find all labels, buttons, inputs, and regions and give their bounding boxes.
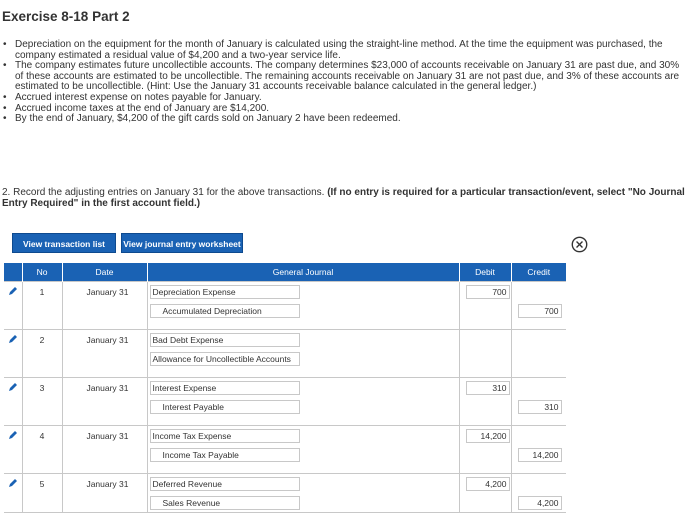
table-row [4,493,566,513]
table-row [4,474,566,494]
table-row [4,445,566,464]
page-title: Exercise 8-18 Part 2 [2,9,130,24]
credit-account-field[interactable]: Interest Payable [150,400,300,414]
debit-amount-field[interactable]: 310 [466,381,510,395]
debit-amount-field[interactable]: 4,200 [466,477,510,491]
credit-amount-field[interactable] [518,358,562,362]
edit-cell[interactable] [4,330,22,350]
credit-amount-field[interactable] [518,291,562,295]
edit-cell[interactable] [4,378,22,398]
bullet-text: Accrued interest expense on notes payable for January. [15,91,262,103]
bullet-text: Depreciation on the equipment for the month of January is calculated using the straight-line method. At the time the equipment was purchased, the company estimated a residual value of $4,200 and a two-year service life. [15,39,663,61]
bullet-text: The company estimates future uncollectible accounts. The company determines $23,000 of accounts receivable on January 31 are past due, and 30% of these accounts are estimated to be uncollectible. The remaining accounts receivable on January 31 are not past due, and 3% of these accounts are estimated to be uncollectible. (Hint: Use the January 31 accounts receivable balance calculated in the general ledger.) [15,60,680,93]
list-item [0,61,690,93]
bullet-icon: • [3,102,7,114]
row-spacer [4,320,566,330]
list-item [0,40,690,61]
debit-amount-field[interactable]: 700 [466,285,510,299]
edit-cell[interactable] [4,282,22,302]
instructions-list [0,40,690,125]
credit-account-field[interactable]: Income Tax Payable [150,448,300,462]
entry-date: January 31 [62,330,147,350]
row-spacer [4,464,566,474]
entry-date: January 31 [62,378,147,398]
credit-amount-field[interactable]: 700 [518,304,562,318]
question-instruction: (If no entry is required for a particular transaction/event, select "No Journal Entry Required" in the first account field.) [2,187,685,209]
question-text: 2. Record the adjusting entries on January 31 for the above transactions. [2,187,325,198]
row-spacer [4,368,566,378]
pencil-icon[interactable] [8,334,18,344]
debit-account-field[interactable]: Bad Debt Expense [150,333,300,347]
pencil-icon[interactable] [8,478,18,488]
bullet-icon: • [3,60,7,72]
entry-number: 4 [22,426,62,446]
credit-account-field[interactable]: Sales Revenue [150,496,300,510]
table-row [4,397,566,416]
credit-amount-field[interactable] [518,339,562,343]
credit-amount-field[interactable] [518,387,562,391]
debit-account-field[interactable]: Income Tax Expense [150,429,300,443]
pencil-icon[interactable] [8,430,18,440]
credit-account-field[interactable]: Allowance for Uncollectible Accounts [150,352,300,366]
edit-cell[interactable] [4,426,22,446]
pencil-icon[interactable] [8,382,18,392]
debit-amount-field[interactable] [466,310,510,314]
debit-header: Debit [459,263,511,282]
table-row [4,282,566,302]
credit-header: Credit [511,263,566,282]
bullet-text: Accrued income taxes at the end of January are $14,200. [15,102,270,114]
debit-amount-field[interactable] [466,454,510,458]
debit-account-field[interactable]: Deferred Revenue [150,477,300,491]
list-item [0,114,690,125]
journal-table [4,263,566,513]
entry-date: January 31 [62,474,147,494]
credit-amount-field[interactable] [518,435,562,439]
debit-amount-field[interactable]: 14,200 [466,429,510,443]
bullet-icon: • [3,91,7,103]
debit-amount-field[interactable] [466,358,510,362]
edit-column-header [4,263,22,282]
general-journal-header: General Journal [147,263,459,282]
debit-account-field[interactable]: Interest Expense [150,381,300,395]
bullet-icon: • [3,113,7,125]
debit-account-field[interactable]: Depreciation Expense [150,285,300,299]
edit-cell[interactable] [4,474,22,494]
bullet-text: By the end of January, $4,200 of the gift cards sold on January 2 have been redeemed. [15,113,401,125]
table-row [4,378,566,398]
table-row [4,426,566,446]
entry-number: 2 [22,330,62,350]
pencil-icon[interactable] [8,286,18,296]
debit-amount-field[interactable] [466,406,510,410]
credit-amount-field[interactable]: 14,200 [518,448,562,462]
credit-amount-field[interactable] [518,483,562,487]
entry-date: January 31 [62,282,147,302]
entry-number: 3 [22,378,62,398]
view-transaction-list-button[interactable]: View transaction list [12,233,116,253]
close-icon[interactable] [571,236,588,253]
credit-account-field[interactable]: Accumulated Depreciation [150,304,300,318]
entry-date: January 31 [62,426,147,446]
no-header: No [22,263,62,282]
credit-amount-field[interactable]: 310 [518,400,562,414]
table-row [4,330,566,350]
entry-number: 1 [22,282,62,302]
bullet-icon: • [3,39,7,50]
table-row [4,349,566,368]
debit-amount-field[interactable] [466,502,510,506]
table-row [4,301,566,320]
view-journal-worksheet-button[interactable]: View journal entry worksheet [121,233,243,253]
credit-amount-field[interactable]: 4,200 [518,496,562,510]
debit-amount-field[interactable] [466,339,510,343]
question-prompt [2,187,692,209]
date-header: Date [62,263,147,282]
row-spacer [4,416,566,426]
entry-number: 5 [22,474,62,494]
